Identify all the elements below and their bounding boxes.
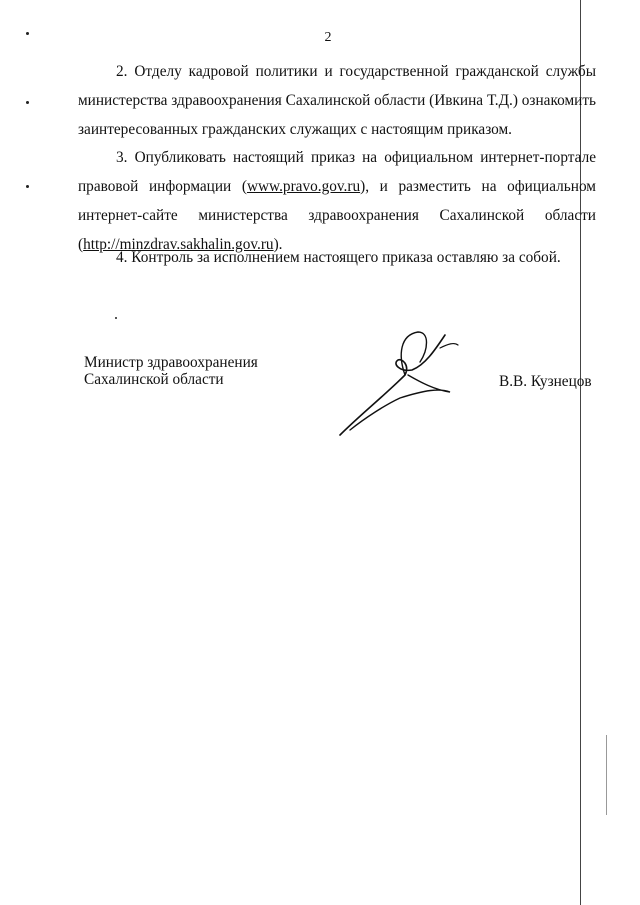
signatory-position-line1: Министр здравоохранения [84, 354, 258, 371]
paragraph-3-text-middle: ), и разместить на официальном интернет-сайте министерства здравоохранения Сахалинской области ( [78, 178, 596, 253]
scan-speck [26, 101, 29, 104]
signatory-name: В.В. Кузнецов [499, 373, 592, 390]
paragraph-2: 2. Отделу кадровой политики и государственной гражданской службы министерства здравоохранения Сахалинской области (Ивкина Т.Д.) ознакомить заинтересованных гражданских служащих с настоящим приказом. [78, 63, 596, 138]
signatory-position [84, 354, 258, 388]
scan-speck [26, 185, 29, 188]
paragraph-3-text-end: ). [273, 236, 283, 253]
paragraph-3-text-start: 3. Опубликовать настоящий приказ на официальном интернет-портале правовой информации ( [78, 149, 596, 195]
scan-speck [115, 317, 117, 319]
pravo-link[interactable]: www.pravo.gov.ru [246, 178, 361, 195]
signatory-position-line2: Сахалинской области [84, 371, 224, 388]
minzdrav-link[interactable]: http://minzdrav.sakhalin.gov.ru [83, 236, 274, 253]
page-number: 2 [324, 30, 332, 45]
scan-edge-line-faint [606, 735, 607, 815]
paragraph-4: 4. Контроль за исполнением настоящего приказа оставляю за собой. [116, 249, 561, 266]
paragraph-3 [78, 143, 596, 259]
handwritten-signature [330, 320, 460, 440]
